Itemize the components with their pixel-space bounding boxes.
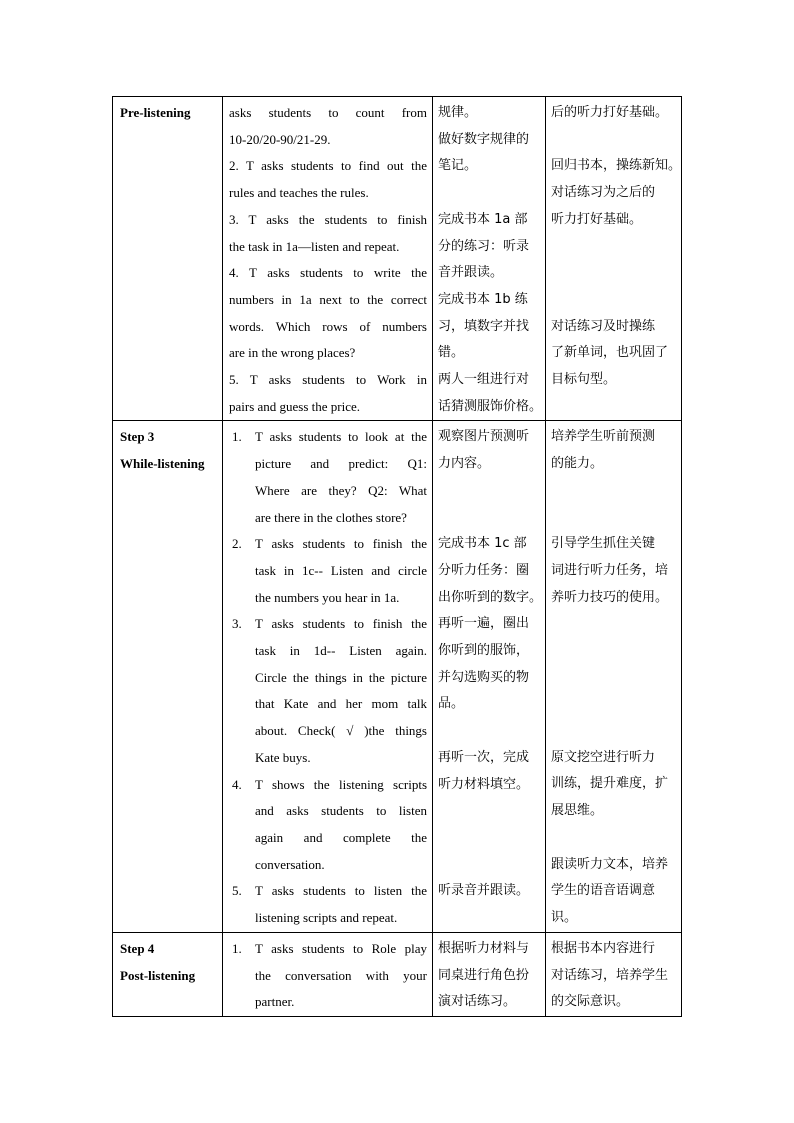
activity-line: 音并跟读。 bbox=[438, 265, 504, 281]
stage-label: Step 3 bbox=[120, 429, 155, 445]
student-activity-cell bbox=[433, 421, 546, 932]
activity-line: 两人一组进行对 bbox=[438, 372, 530, 388]
blank-line bbox=[551, 394, 679, 421]
purpose-line: 后的听力打好基础。 bbox=[551, 105, 669, 120]
stage-cell bbox=[113, 932, 223, 1016]
activity-line: 品。 bbox=[438, 696, 465, 712]
procedure-line: words. Which rows of numbers bbox=[229, 318, 427, 334]
purpose-line: 原文挖空进行听力 bbox=[551, 749, 656, 765]
procedure-cell bbox=[223, 421, 433, 932]
procedure-number: 3. bbox=[232, 616, 242, 632]
activity-line: 完成书本 1b 练 bbox=[438, 291, 528, 307]
procedure-line: again and complete the bbox=[255, 829, 427, 845]
procedure-line: are there in the clothes store? bbox=[255, 509, 407, 525]
stage-label: Step 4 bbox=[120, 940, 155, 956]
purpose-line: 词进行听力任务，培 bbox=[551, 562, 669, 578]
purpose-line: 培养学生听前预测 bbox=[551, 429, 656, 445]
procedure-number: 2. bbox=[232, 536, 242, 552]
lesson-plan-body bbox=[113, 97, 682, 1017]
purpose-line: 回归书本，操练新知。 bbox=[551, 158, 682, 174]
blank-line bbox=[551, 127, 679, 154]
stage-cell bbox=[113, 421, 223, 932]
procedure-line: pairs and guess the price. bbox=[229, 398, 361, 414]
purpose-line: 对话练习，培养学生 bbox=[551, 967, 669, 983]
blank-line bbox=[551, 665, 679, 692]
procedure-item bbox=[229, 772, 427, 879]
blank-line bbox=[551, 505, 679, 532]
procedure-number: 1. bbox=[232, 940, 242, 956]
procedure-line: listening scripts and repeat. bbox=[255, 910, 398, 926]
procedure-line: 10-20/20-90/21-29. bbox=[229, 131, 331, 147]
procedure-line: T asks students to finish the bbox=[255, 536, 427, 552]
blank-line bbox=[551, 287, 679, 314]
procedure-line: numbers in 1a next to the correct bbox=[229, 291, 427, 307]
stage-label: Pre-listening bbox=[120, 105, 191, 120]
stage-label: While-listening bbox=[120, 456, 205, 472]
procedure-line: task in 1c-- Listen and circle bbox=[255, 562, 427, 578]
activity-line: 演对话练习。 bbox=[438, 994, 517, 1010]
purpose-line: 的能力。 bbox=[551, 456, 604, 472]
activity-line: 错。 bbox=[438, 345, 465, 361]
activity-line: 并勾选购买的物 bbox=[438, 669, 530, 685]
purpose-line: 训练，提升难度，扩 bbox=[551, 776, 669, 792]
lesson-plan-table bbox=[112, 96, 682, 1017]
procedure-line: conversation. bbox=[255, 856, 325, 872]
activity-line: 观察图片预测听 bbox=[438, 429, 530, 445]
procedure-line: are in the wrong places? bbox=[229, 345, 356, 361]
student-activity-cell bbox=[433, 932, 546, 1016]
activity-line: 根据听力材料与 bbox=[438, 940, 530, 956]
activity-line: 再听一遍，圈出 bbox=[438, 616, 530, 632]
procedure-line: partner. bbox=[255, 994, 295, 1010]
procedure-line: T asks students to look at the bbox=[255, 429, 427, 445]
procedure-line: 3. T asks the students to finish bbox=[229, 211, 427, 227]
procedure-line: the numbers you hear in 1a. bbox=[255, 589, 400, 605]
procedure-line: Kate buys. bbox=[255, 749, 311, 765]
procedure-number: 1. bbox=[232, 429, 242, 445]
blank-line bbox=[551, 611, 679, 638]
procedure-item bbox=[229, 936, 427, 1016]
procedure-number: 5. bbox=[232, 883, 242, 899]
activity-line: 习，填数字并找 bbox=[438, 318, 530, 334]
table-row bbox=[113, 932, 682, 1016]
procedure-line: picture and predict: Q1: bbox=[255, 456, 427, 472]
student-activity-cell bbox=[433, 97, 546, 421]
purpose-line: 展思维。 bbox=[551, 803, 604, 819]
purpose-line: 识。 bbox=[551, 909, 578, 925]
blank-line bbox=[551, 691, 679, 718]
activity-line: 分听力任务：圈 bbox=[438, 562, 530, 578]
blank-line bbox=[551, 718, 679, 745]
blank-line bbox=[438, 718, 543, 745]
activity-line: 话猜测服饰价格。 bbox=[438, 398, 543, 414]
procedure-line: 5. T asks students to Work in bbox=[229, 372, 427, 388]
procedure-line: the conversation with your bbox=[255, 967, 427, 983]
design-purpose-cell bbox=[546, 97, 682, 421]
purpose-line: 根据书本内容进行 bbox=[551, 940, 656, 956]
activity-line: 出你听到的数字。 bbox=[438, 589, 543, 605]
blank-line bbox=[438, 798, 543, 825]
procedure-number: 4. bbox=[232, 776, 242, 792]
activity-line: 听录音并跟读。 bbox=[438, 883, 530, 899]
blank-line bbox=[551, 638, 679, 665]
procedure-line: 2. T asks students to find out the bbox=[229, 158, 427, 174]
blank-line bbox=[551, 260, 679, 287]
purpose-line: 目标句型。 bbox=[551, 371, 617, 387]
blank-line bbox=[438, 905, 543, 932]
procedure-line: the task in 1a—listen and repeat. bbox=[229, 238, 400, 254]
procedure-line: and asks students to listen bbox=[255, 803, 427, 819]
procedure-line: rules and teaches the rules. bbox=[229, 185, 369, 201]
design-purpose-cell bbox=[546, 932, 682, 1016]
activity-line: 做好数字规律的 bbox=[438, 131, 530, 147]
purpose-line: 学生的语音语调意 bbox=[551, 883, 656, 899]
procedure-line: about. Check( √ )the things bbox=[255, 723, 427, 739]
procedure-line: T shows the listening scripts bbox=[255, 776, 427, 792]
activity-line: 听力材料填空。 bbox=[438, 776, 530, 792]
table-row bbox=[113, 421, 682, 932]
activity-line: 笔记。 bbox=[438, 158, 478, 174]
procedure-line: asks students to count from bbox=[229, 105, 427, 120]
design-purpose-cell bbox=[546, 421, 682, 932]
purpose-line: 养听力技巧的使用。 bbox=[551, 589, 669, 605]
activity-line: 再听一次，完成 bbox=[438, 749, 530, 765]
activity-line: 力内容。 bbox=[438, 456, 491, 472]
procedure-line: T asks students to Role play bbox=[255, 940, 427, 956]
purpose-line: 跟读听力文本，培养 bbox=[551, 856, 669, 872]
procedure-item bbox=[229, 611, 427, 771]
purpose-line: 听力打好基础。 bbox=[551, 211, 643, 227]
procedure-item bbox=[229, 424, 427, 531]
procedure-line: T asks students to listen the bbox=[255, 883, 427, 899]
purpose-line: 引导学生抓住关键 bbox=[551, 536, 656, 552]
blank-line bbox=[438, 478, 543, 505]
procedure-line: task in 1d-- Listen again. bbox=[255, 643, 427, 659]
activity-line: 完成书本 1c 部 bbox=[438, 536, 527, 552]
procedure-line: Where are they? Q2: What bbox=[255, 482, 427, 498]
procedure-line: T asks students to finish the bbox=[255, 616, 427, 632]
blank-line bbox=[438, 852, 543, 879]
activity-line: 同桌进行角色扮 bbox=[438, 967, 530, 983]
blank-line bbox=[438, 825, 543, 852]
activity-line: 完成书本 1a 部 bbox=[438, 211, 528, 227]
blank-line bbox=[551, 825, 679, 852]
stage-label: Post-listening bbox=[120, 967, 196, 983]
stage-cell bbox=[113, 97, 223, 421]
purpose-line: 的交际意识。 bbox=[551, 994, 630, 1010]
procedure-cell bbox=[223, 97, 433, 421]
blank-line bbox=[551, 478, 679, 505]
activity-line: 规律。 bbox=[438, 105, 478, 120]
blank-line bbox=[438, 180, 543, 207]
purpose-line: 对话练习及时操练 bbox=[551, 318, 656, 334]
procedure-item bbox=[229, 531, 427, 611]
activity-line: 你听到的服饰， bbox=[438, 643, 530, 659]
procedure-item bbox=[229, 878, 427, 931]
procedure-line: that Kate and her mom talk bbox=[255, 696, 427, 712]
activity-line: 分的练习：听录 bbox=[438, 238, 530, 254]
purpose-line: 对话练习为之后的 bbox=[551, 185, 656, 201]
blank-line bbox=[551, 234, 679, 261]
procedure-line: Circle the things in the picture bbox=[255, 669, 427, 685]
procedure-cell bbox=[223, 932, 433, 1016]
purpose-line: 了新单词，也巩固了 bbox=[551, 345, 669, 361]
procedure-line: 4. T asks students to write the bbox=[229, 265, 427, 281]
table-row bbox=[113, 97, 682, 421]
blank-line bbox=[438, 505, 543, 532]
